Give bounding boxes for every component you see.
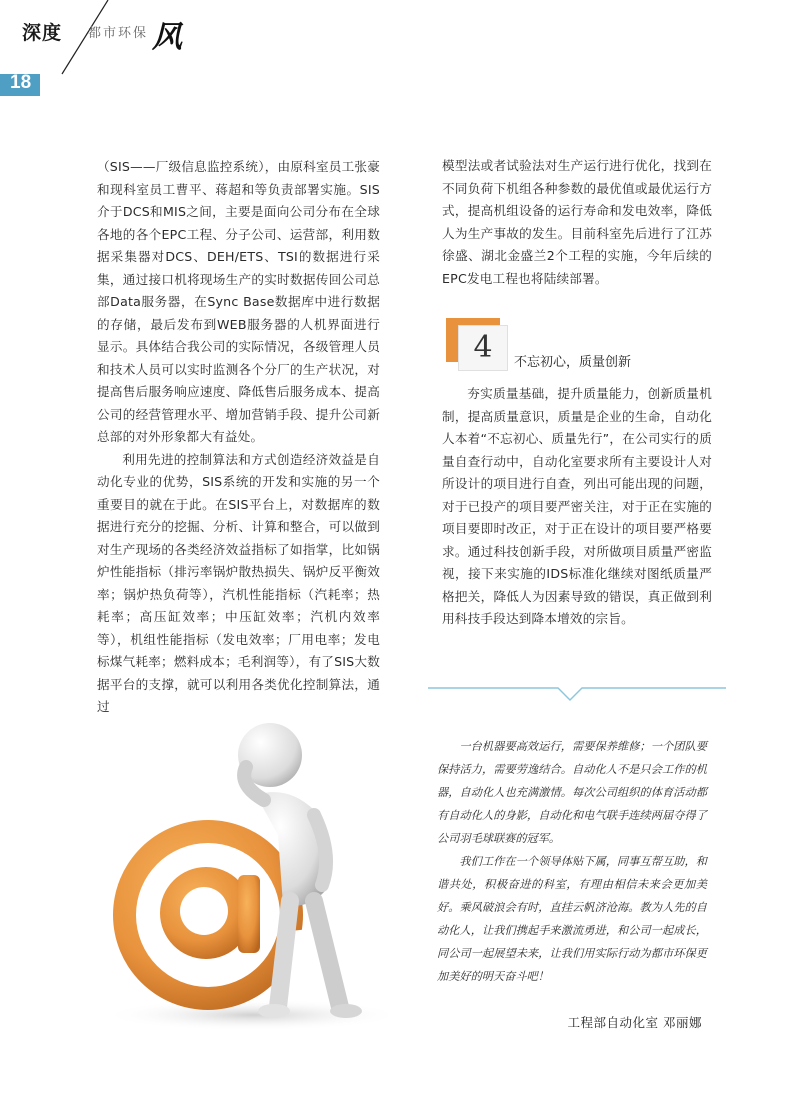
figure-at-symbol-illustration xyxy=(78,715,408,1035)
right-paragraph-continued: 模型法或者试验法对生产运行进行优化，找到在不同负荷下机组各种参数的最优值或最优运行方式，提高机组设备的运行寿命和发电效率，降低人为生产事故的发生。目前科室先后进行了江苏徐盛、湖北金盛兰2个工程的实施，今年后续的EPC发电工程也将陆续部署。 xyxy=(442,158,712,286)
closing-paragraph-1: 一台机器要高效运行，需要保养维修；一个团队要保持活力，需要劳逸结合。自动化人不是只会工作的机器，自动化人也充满激情。每次公司组织的体育活动都有自动化人的身影，自动化和电气联手连续两届夺得了公司羽毛球联赛的冠军。 xyxy=(437,740,707,845)
section-label: 深度 xyxy=(22,22,63,44)
left-column xyxy=(97,156,380,719)
divider-notch xyxy=(428,680,726,704)
section-heading: 不忘初心，质量创新 xyxy=(514,355,632,370)
author-signature: 工程部自动化室 邓丽娜 xyxy=(567,1015,702,1030)
column-title-script: 风 xyxy=(152,20,182,55)
left-paragraph-1: （SIS——厂级信息监控系统），由原科室员工张豪和现科室员工曹平、蒋超和等负责部署实施。SIS介于DCS和MIS之间，主要是面向公司分布在全球各地的各个EPC工程、分子公司、运营部，利用数据采集器对DCS、DEH/ETS、TSI的数据进行采集，通过接口机将现场生产的实时数据传回公司总部Data服务器，在Sync Base数据库中进行数据的存储，最后发布到WEB服务器的人机界面进行显示。具体结合我公司的实际情况，各级管理人员和技术人员可以实时监测各个分厂的生产状况，对提高售后服务响应速度、降低售后服务成本、提高公司的经营管理水平、增加营销手段、提升公司新总部的对外形象都大有益处。 xyxy=(97,159,380,444)
closing-paragraph-2: 我们工作在一个领导体贴下属，同事互帮互助，和谐共处，积极奋进的科室，有理由相信未来会更加美好。乘风破浪会有时，直挂云帆济沧海。教为人先的自动化人，让我们携起手来激流勇进，和公司一起成长，同公司一起展望未来，让我们用实际行动为都市环保更加美好的明天奋斗吧！ xyxy=(437,855,707,983)
right-column-section-4 xyxy=(442,383,712,631)
column-title: 都市环保 xyxy=(88,26,149,41)
closing-text xyxy=(437,735,707,988)
left-paragraph-2: 利用先进的控制算法和方式创造经济效益是自动化专业的优势，SIS系统的开发和实施的另一个重要目的就在于此。在SIS平台上，对数据库的数据进行充分的挖掘、分析、计算和整合，可以做到对生产现场的各类经济效益指标了如指掌，比如锅炉性能指标（排污率锅炉散热损失、锅炉反平衡效率；锅炉热负荷等），汽机性能指标（汽耗率；热耗率；高压缸效率；中压缸效率；汽机内效率等），机组性能指标（发电效率；厂用电率；发电标煤气耗率；燃料成本；毛利润等），有了SIS大数据平台的支撑，就可以利用各类优化控制算法，通过 xyxy=(97,451,380,714)
section-4-paragraph: 夯实质量基础，提升质量能力，创新质量机制，提高质量意识，质量是企业的生命，自动化人本着“不忘初心、质量先行”，在公司实行的质量自查行动中，自动化室要求所有主要设计人对所设计的项目进行自查，列出可能出现的问题，对于已投产的项目要严密关注，对于正在实施的项目要即时改正，对于正在设计的项目要严格要求。通过科技创新手段，对所做项目质量严密监视，接下来实施的IDS标准化继续对图纸质量严格把关，降低人为因素导致的错误，真正做到利用科技手段达到降本增效的宗旨。 xyxy=(442,386,712,626)
page-number: 18 xyxy=(10,72,32,93)
right-column-continued xyxy=(442,155,712,290)
section-number: 4 xyxy=(458,325,508,371)
